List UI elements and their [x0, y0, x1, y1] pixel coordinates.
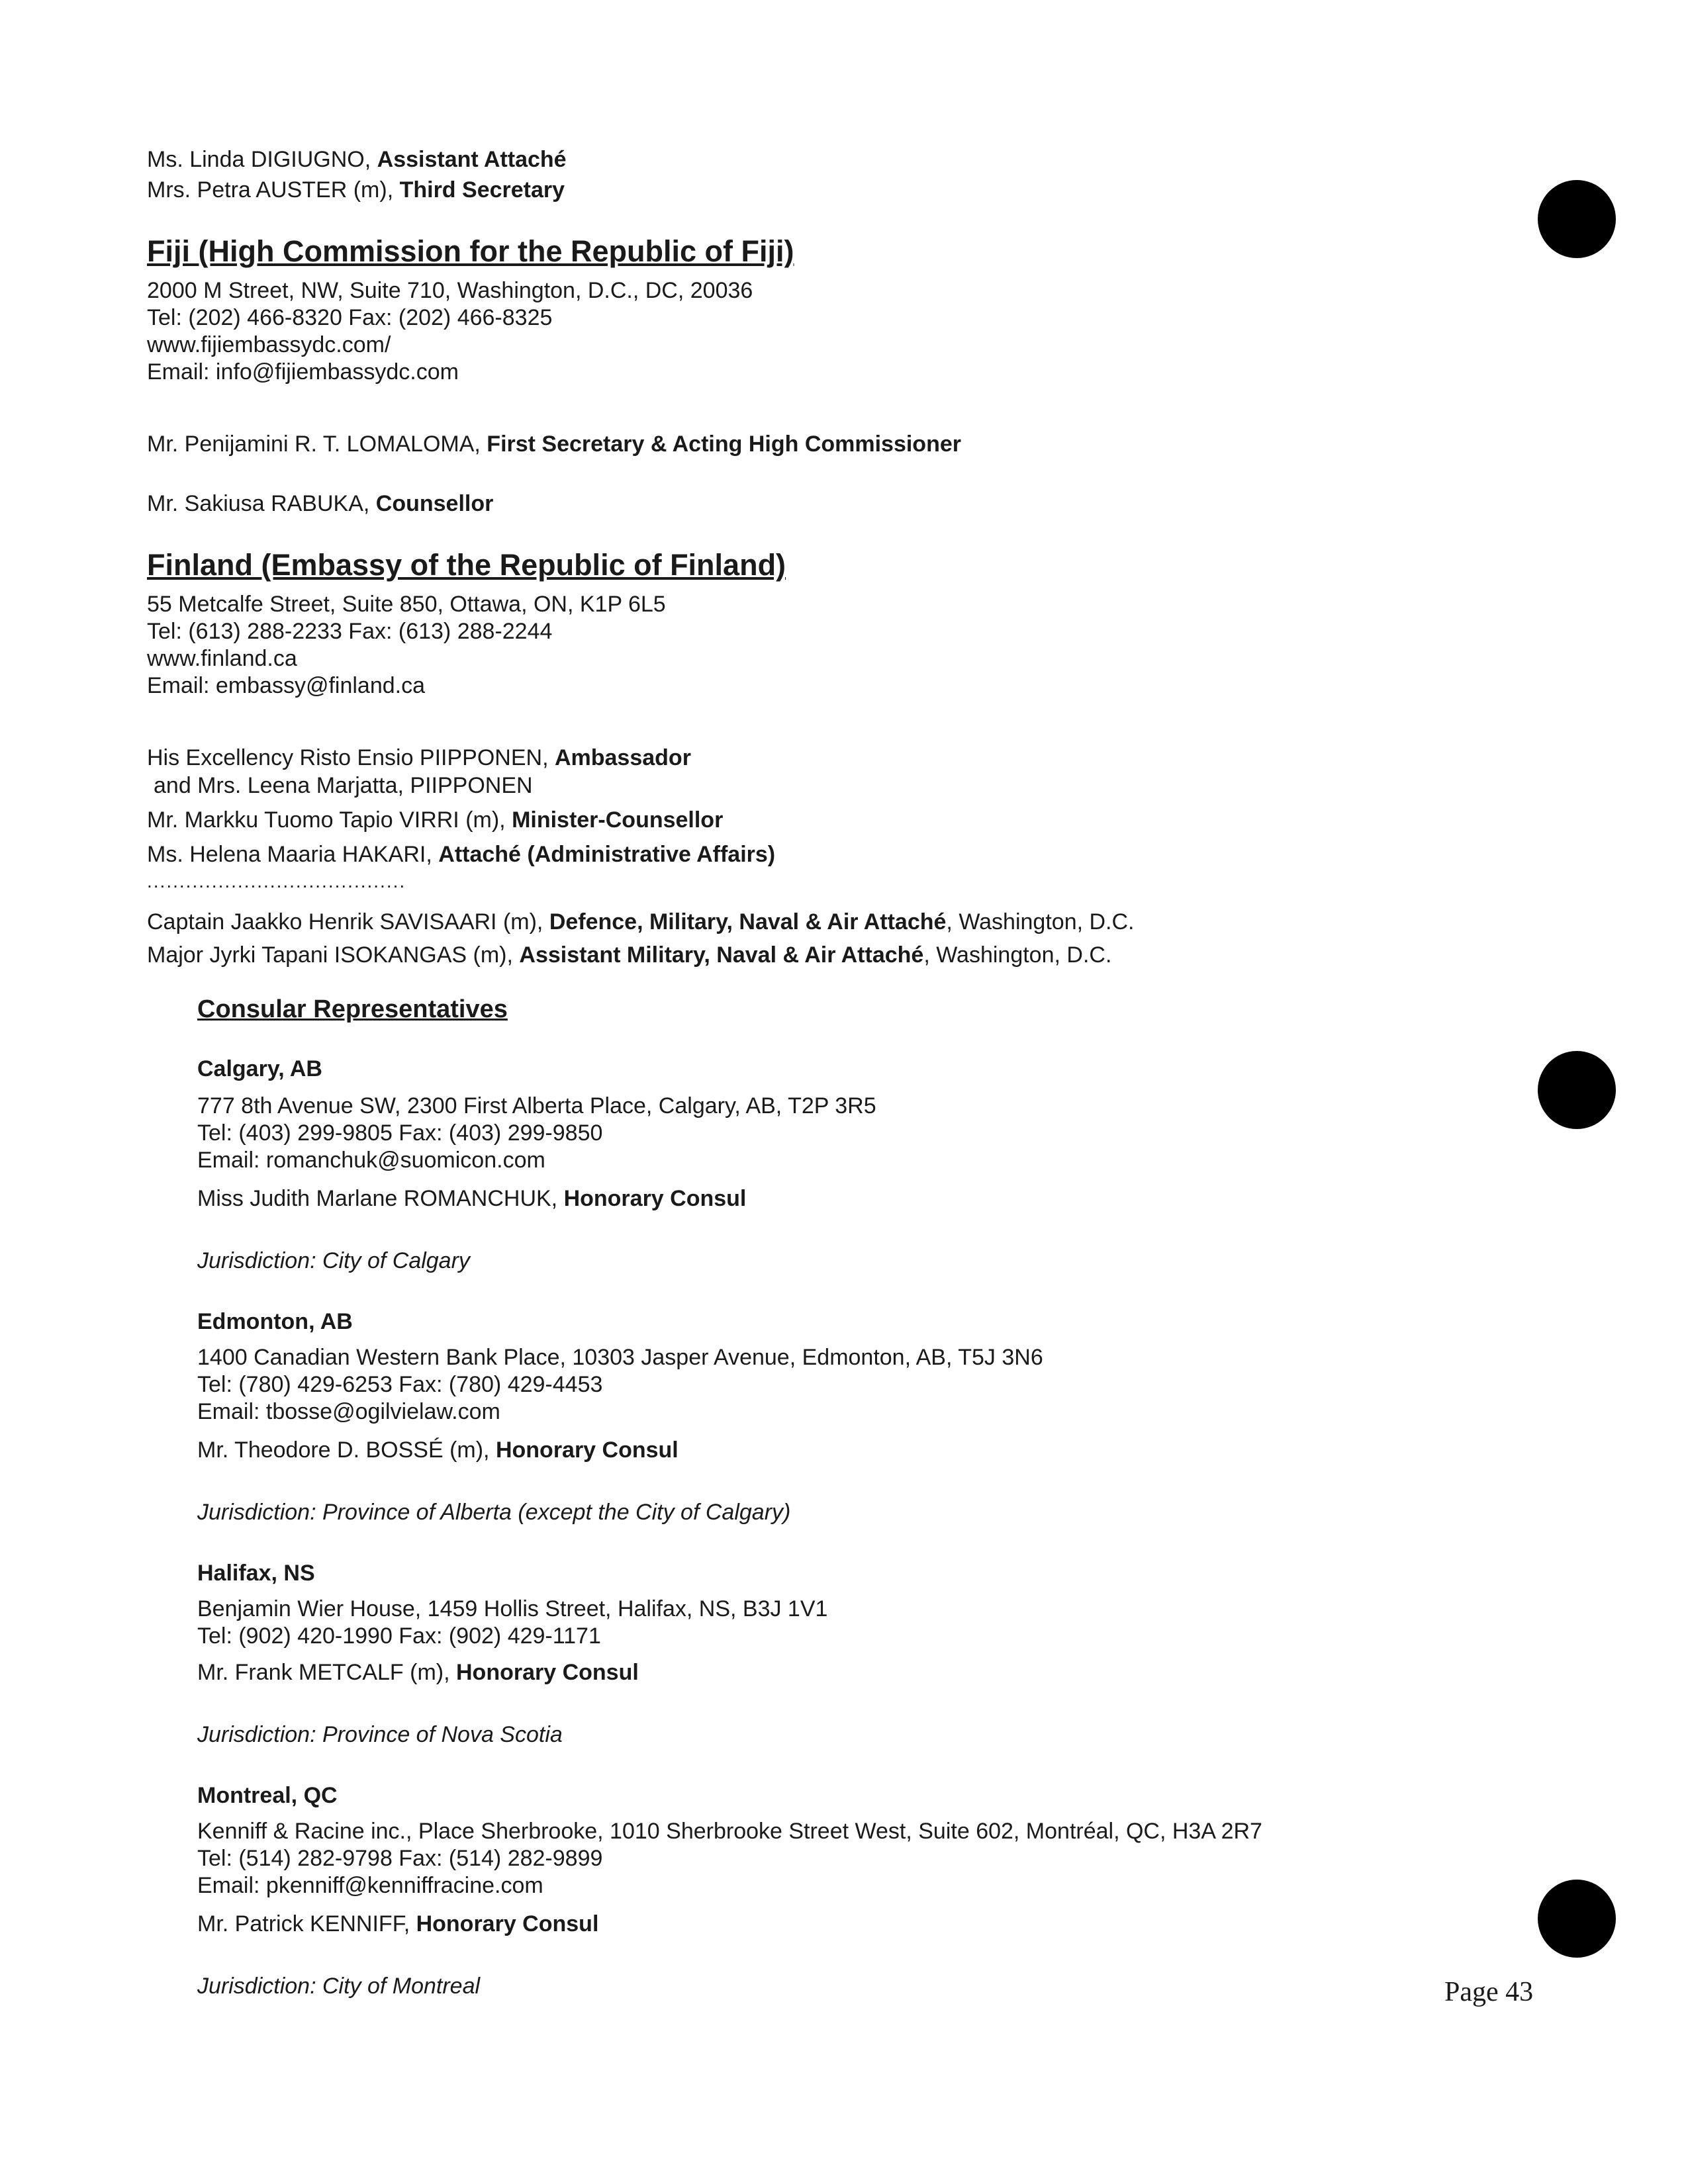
consulate-email: Email: tbosse@ogilvielaw.com — [197, 1399, 500, 1424]
staff-line — [147, 430, 961, 458]
consulate-city: Montreal, QC — [197, 1783, 338, 1808]
staff-title: Attaché (Administrative Affairs) — [438, 842, 776, 867]
consul-title: Honorary Consul — [495, 1437, 679, 1463]
phone: Tel: (202) 466-8320 Fax: (202) 466-8325 — [147, 305, 553, 330]
location-suffix: , Washington, D.C. — [946, 909, 1135, 934]
staff-name: Mr. Sakiusa RABUKA, — [147, 491, 376, 516]
staff-title: Third Secretary — [399, 177, 565, 203]
website: www.finland.ca — [147, 646, 297, 671]
country-heading-finland: Finland (Embassy of the Republic of Finland) — [147, 548, 786, 582]
consulate-phone: Tel: (403) 299-9805 Fax: (403) 299-9850 — [197, 1120, 603, 1146]
consul-name: Mr. Theodore D. BOSSÉ (m), — [197, 1437, 496, 1463]
staff-title: Ambassador — [554, 745, 691, 770]
consulate-email: Email: pkenniff@kenniffracine.com — [197, 1873, 543, 1898]
attache-line — [147, 908, 1135, 936]
address: 2000 M Street, NW, Suite 710, Washington, D.C., DC, 20036 — [147, 278, 753, 303]
staff-name: Captain Jaakko Henrik SAVISAARI (m), — [147, 909, 549, 934]
punch-hole — [1538, 1880, 1616, 1958]
consulate-phone: Tel: (514) 282-9798 Fax: (514) 282-9899 — [197, 1846, 603, 1871]
consul-line — [197, 1910, 598, 1938]
staff-title: First Secretary & Acting High Commissioner — [487, 432, 961, 457]
attache-line — [147, 941, 1111, 969]
phone: Tel: (613) 288-2233 Fax: (613) 288-2244 — [147, 619, 553, 644]
consul-title: Honorary Consul — [416, 1911, 599, 1936]
consulate-address: Benjamin Wier House, 1459 Hollis Street, Halifax, NS, B3J 1V1 — [197, 1596, 828, 1621]
email: Email: embassy@finland.ca — [147, 673, 426, 698]
staff-title: Assistant Attaché — [377, 147, 567, 172]
staff-name: His Excellency Risto Ensio PIIPPONEN, — [147, 745, 555, 770]
dotted-separator: ........................................ — [147, 871, 406, 891]
consulate-city: Halifax, NS — [197, 1561, 315, 1586]
country-heading-fiji: Fiji (High Commission for the Republic of Fiji) — [147, 234, 794, 268]
staff-line — [147, 176, 565, 204]
page-number: Page 43 — [1444, 1977, 1534, 2007]
consul-title: Honorary Consul — [563, 1186, 747, 1211]
email: Email: info@fijiembassydc.com — [147, 359, 459, 385]
jurisdiction: Jurisdiction: City of Calgary — [197, 1248, 470, 1273]
consulate-email: Email: romanchuk@suomicon.com — [197, 1148, 545, 1173]
punch-hole — [1538, 180, 1616, 258]
consulate-city: Edmonton, AB — [197, 1309, 353, 1334]
staff-name: Ms. Linda DIGIUGNO, — [147, 147, 377, 172]
staff-name: Mr. Penijamini R. T. LOMALOMA, — [147, 432, 487, 457]
consul-line — [197, 1659, 639, 1686]
jurisdiction: Jurisdiction: Province of Nova Scotia — [197, 1722, 563, 1747]
staff-line — [147, 490, 493, 518]
jurisdiction: Jurisdiction: Province of Alberta (except the City of Calgary) — [197, 1500, 791, 1525]
jurisdiction: Jurisdiction: City of Montreal — [197, 1974, 481, 1999]
consulate-city: Calgary, AB — [197, 1056, 322, 1081]
staff-title: Minister-Counsellor — [512, 807, 724, 833]
staff-name: Mrs. Petra AUSTER (m), — [147, 177, 400, 203]
staff-line — [147, 841, 775, 868]
staff-name: Ms. Helena Maaria HAKARI, — [147, 842, 439, 867]
consulate-address: Kenniff & Racine inc., Place Sherbrooke, 1010 Sherbrooke Street West, Suite 602, Montréal, QC, H3A 2R7 — [197, 1819, 1262, 1844]
spouse-line: and Mrs. Leena Marjatta, PIIPPONEN — [154, 773, 533, 798]
consul-line — [197, 1436, 679, 1464]
staff-title: Assistant Military, Naval & Air Attaché — [519, 942, 924, 968]
punch-hole — [1538, 1051, 1616, 1129]
consulate-address: 777 8th Avenue SW, 2300 First Alberta Place, Calgary, AB, T2P 3R5 — [197, 1093, 876, 1118]
staff-title: Defence, Military, Naval & Air Attaché — [549, 909, 947, 934]
staff-title: Counsellor — [375, 491, 494, 516]
consul-line — [197, 1185, 746, 1212]
consul-title: Honorary Consul — [456, 1660, 639, 1685]
staff-name: Mr. Markku Tuomo Tapio VIRRI (m), — [147, 807, 512, 833]
consulate-phone: Tel: (902) 420-1990 Fax: (902) 429-1171 — [197, 1623, 601, 1649]
consulate-address: 1400 Canadian Western Bank Place, 10303 Jasper Avenue, Edmonton, AB, T5J 3N6 — [197, 1345, 1043, 1370]
staff-line — [147, 146, 567, 173]
consul-name: Mr. Patrick KENNIFF, — [197, 1911, 416, 1936]
consul-name: Miss Judith Marlane ROMANCHUK, — [197, 1186, 564, 1211]
staff-name: Major Jyrki Tapani ISOKANGAS (m), — [147, 942, 520, 968]
consul-name: Mr. Frank METCALF (m), — [197, 1660, 456, 1685]
ambassador-line — [147, 744, 691, 772]
consular-heading: Consular Representatives — [197, 995, 508, 1023]
address: 55 Metcalfe Street, Suite 850, Ottawa, ON, K1P 6L5 — [147, 592, 666, 617]
location-suffix: , Washington, D.C. — [923, 942, 1112, 968]
website: www.fijiembassydc.com/ — [147, 332, 391, 357]
consulate-phone: Tel: (780) 429-6253 Fax: (780) 429-4453 — [197, 1372, 603, 1397]
staff-line — [147, 806, 723, 834]
